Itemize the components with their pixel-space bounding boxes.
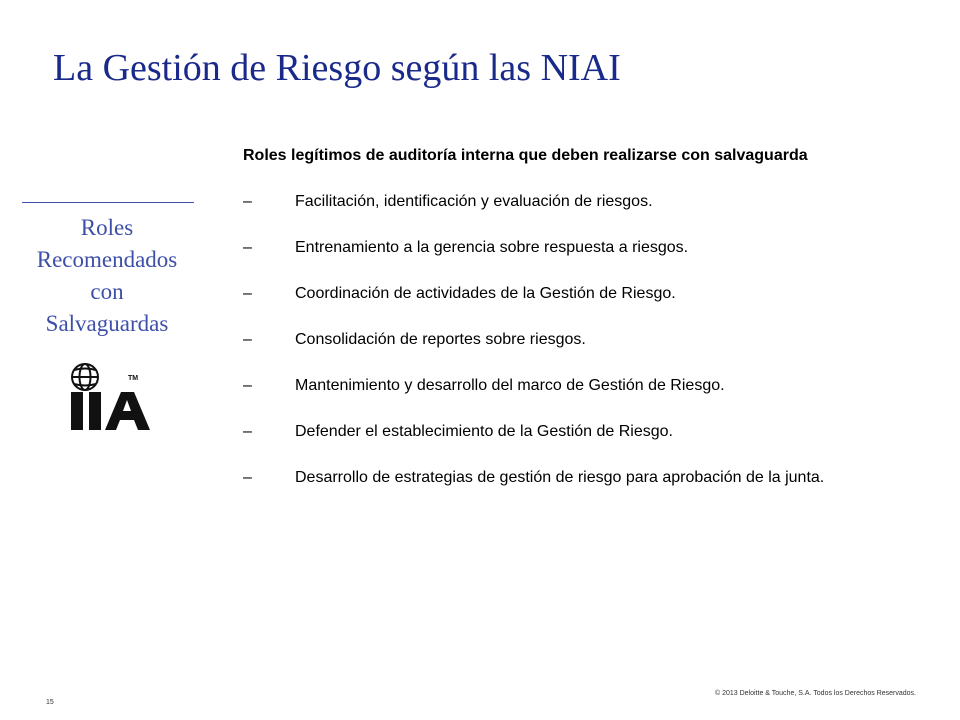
dash-bullet: – xyxy=(243,285,252,302)
list-item-text: Consolidación de reportes sobre riesgos. xyxy=(295,331,586,348)
list-item-text: Entrenamiento a la gerencia sobre respuesta a riesgos. xyxy=(295,239,689,256)
dash-bullet: – xyxy=(243,377,252,394)
svg-text:TM: TM xyxy=(128,375,139,382)
list-item xyxy=(243,374,911,398)
list-item-text: Facilitación, identificación y evaluación de riesgos. xyxy=(295,193,653,210)
list-item-text: Defender el establecimiento de la Gestión de Riesgo. xyxy=(295,423,673,440)
dash-bullet: – xyxy=(243,423,252,440)
sidebar-heading-line: Roles xyxy=(80,215,134,240)
list-item xyxy=(243,190,911,214)
sidebar-heading-line: Salvaguardas xyxy=(45,311,169,336)
list-item xyxy=(243,282,911,306)
intro-heading: Roles legítimos de auditoría interna que deben realizarse con salvaguarda xyxy=(243,147,808,164)
list-item xyxy=(243,466,911,490)
sidebar-divider xyxy=(22,202,194,203)
dash-bullet: – xyxy=(243,239,252,256)
list-item-text: Coordinación de actividades de la Gestión de Riesgo. xyxy=(295,285,676,302)
dash-bullet: – xyxy=(243,193,252,210)
copyright-notice: © 2013 Deloitte & Touche, S.A. Todos los Derechos Reservados. xyxy=(714,690,916,697)
sidebar-heading xyxy=(12,212,202,340)
dash-bullet: – xyxy=(243,469,252,486)
iia-globe-logo-icon xyxy=(68,360,154,432)
roles-list xyxy=(243,190,911,490)
dash-bullet: – xyxy=(243,331,252,348)
slide-title: La Gestión de Riesgo según las NIAI xyxy=(53,47,621,89)
list-item xyxy=(243,420,911,444)
page-number: 15 xyxy=(46,699,54,706)
main-content xyxy=(243,144,911,512)
list-item-text: Desarrollo de estrategias de gestión de riesgo para aprobación de la junta. xyxy=(295,469,825,486)
sidebar-heading-line: con xyxy=(90,279,124,304)
list-item-text: Mantenimiento y desarrollo del marco de Gestión de Riesgo. xyxy=(295,377,725,394)
list-item xyxy=(243,236,911,260)
list-item xyxy=(243,328,911,352)
sidebar-heading-line: Recomendados xyxy=(36,247,178,272)
